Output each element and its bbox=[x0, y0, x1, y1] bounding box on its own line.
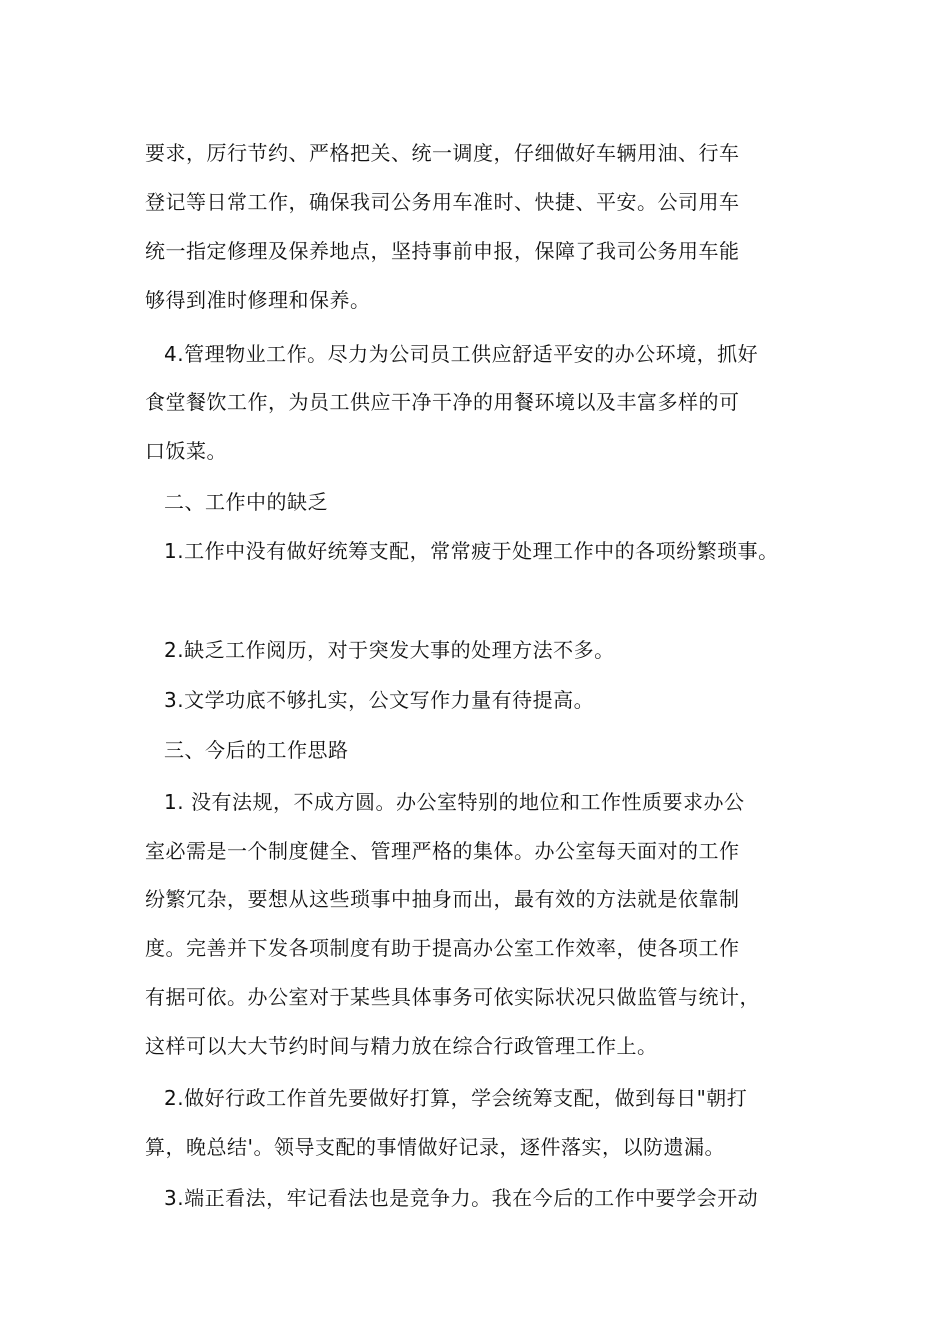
paragraph-line: 纷繁冗杂，要想从这些琐事中抽身而出，最有效的方法就是依靠制 bbox=[145, 887, 740, 911]
section-heading: 二、工作中的缺乏 bbox=[164, 490, 328, 514]
list-item: 1.工作中没有做好统筹支配，常常疲于处理工作中的各项纷繁琐事。 bbox=[164, 539, 779, 563]
list-item: 3.文学功底不够扎实，公文写作力量有待提高。 bbox=[164, 688, 595, 712]
list-item: 2.缺乏工作阅历，对于突发大事的处理方法不多。 bbox=[164, 638, 615, 662]
paragraph-line: 3.端正看法，牢记看法也是竞争力。我在今后的工作中要学会开动 bbox=[164, 1186, 759, 1210]
paragraph-line: 度。完善并下发各项制度有助于提高办公室工作效率，使各项工作 bbox=[145, 936, 740, 960]
paragraph-line: 4.管理物业工作。尽力为公司员工供应舒适平安的办公环境，抓好 bbox=[164, 342, 759, 366]
paragraph-line: 够得到准时修理和保养。 bbox=[145, 288, 371, 312]
paragraph-line: 1. 没有法规，不成方圆。办公室特别的地位和工作性质要求办公 bbox=[164, 790, 745, 814]
section-heading: 三、今后的工作思路 bbox=[164, 738, 349, 762]
paragraph-line: 2.做好行政工作首先要做好打算，学会统筹支配，做到每日"朝打 bbox=[164, 1086, 748, 1110]
paragraph-line: 统一指定修理及保养地点，坚持事前申报，保障了我司公务用车能 bbox=[145, 239, 740, 263]
paragraph-line: 有据可依。办公室对于某些具体事务可依实际状况只做监管与统计， bbox=[145, 985, 760, 1009]
paragraph-line: 要求，厉行节约、严格把关、统一调度，仔细做好车辆用油、行车 bbox=[145, 141, 740, 165]
paragraph-line: 室必需是一个制度健全、管理严格的集体。办公室每天面对的工作 bbox=[145, 839, 740, 863]
paragraph-line: 口饭菜。 bbox=[145, 439, 227, 463]
paragraph-line: 食堂餐饮工作，为员工供应干净干净的用餐环境以及丰富多样的可 bbox=[145, 390, 740, 414]
paragraph-line: 这样可以大大节约时间与精力放在综合行政管理工作上。 bbox=[145, 1034, 658, 1058]
paragraph-line: 登记等日常工作，确保我司公务用车准时、快捷、平安。公司用车 bbox=[145, 190, 740, 214]
paragraph-line: 算，晚总结'。领导支配的事情做好记录，逐件落实，以防遗漏。 bbox=[145, 1135, 725, 1159]
